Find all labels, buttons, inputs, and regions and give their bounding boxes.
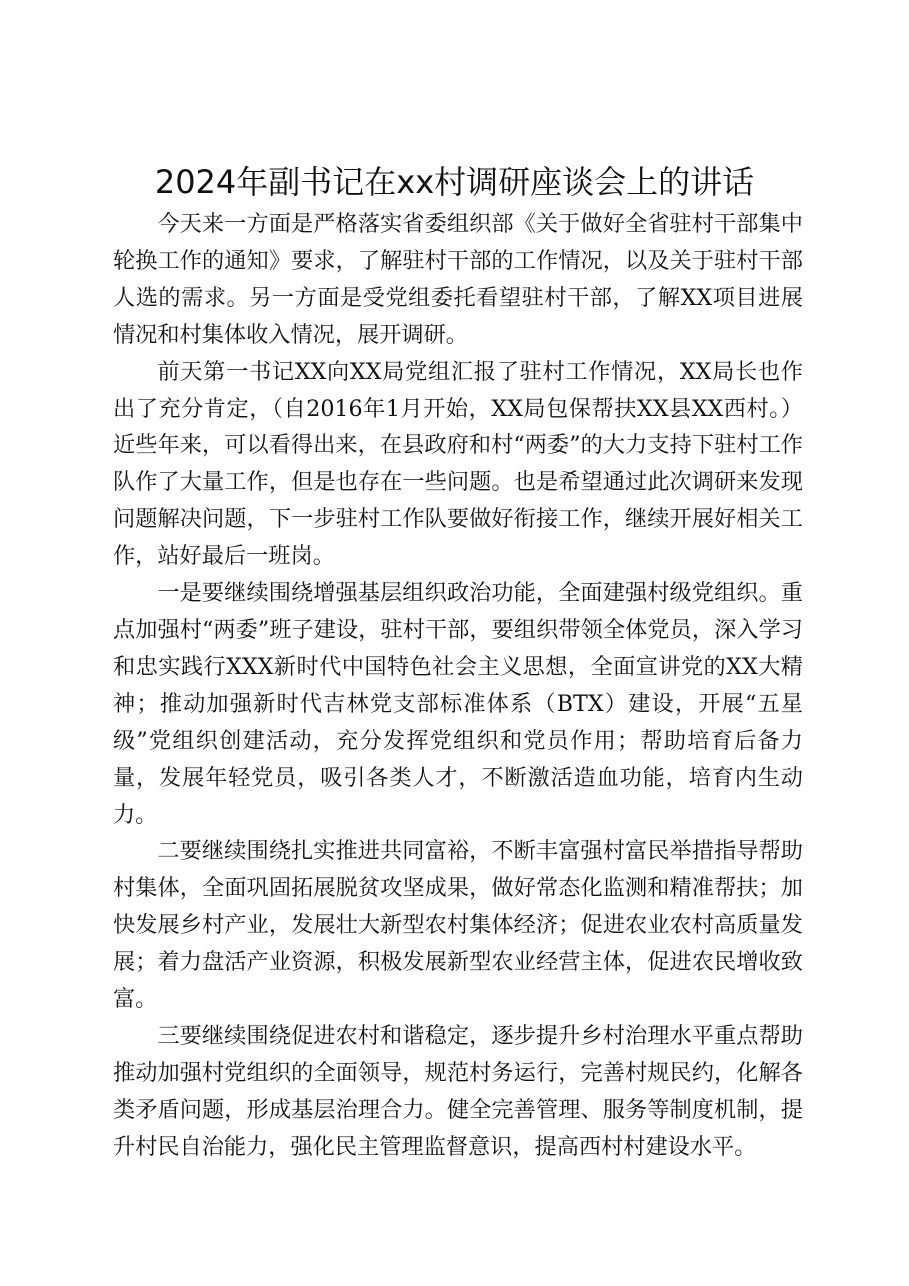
document-title: 2024年副书记在xx村调研座谈会上的讲话 <box>154 163 755 201</box>
paragraph-4: 二要继续围绕扎实推进共同富裕，不断丰富强村富民举措指导帮助村集体，全面巩固拓展脱贫攻坚成果，做好常态化监测和精准帮扶；加快发展乡村产业，发展壮大新型农村集体经济；促进农业农村高质量发展；着力盘活产业资源，积极发展新型农业经营主体，促进农民增收致富。 <box>113 838 803 1013</box>
paragraph-1: 今天来一方面是严格落实省委组织部《关于做好全省驻村干部集中轮换工作的通知》要求，了解驻村干部的工作情况，以及关于驻村干部人选的需求。另一方面是受党组委托看望驻村干部，了解XX项目进展情况和村集体收入情况，展开调研。 <box>113 211 803 348</box>
document-body <box>113 206 803 1166</box>
paragraph-2: 前天第一书记XX向XX局党组汇报了驻村工作情况，XX局长也作出了充分肯定，（自2016年1月开始，XX局包保帮扶XX县XX西村。）近些年来，可以看得出来，在县政府和村“两委”的大力支持下驻村工作队作了大量工作，但是也存在一些问题。也是希望通过此次调研来发现问题解决问题，下一步驻村工作队要做好衔接工作，继续开展好相关工作，站好最后一班岗。 <box>113 358 803 570</box>
paragraph-3: 一是要继续围绕增强基层组织政治功能，全面建强村级党组织。重点加强村“两委”班子建设，驻村干部，要组织带领全体党员，深入学习和忠实践行XXX新时代中国特色社会主义思想，全面宣讲党的XX大精神；推动加强新时代吉林党支部标准体系（BTX）建设，开展“五星级”党组织创建活动，充分发挥党组织和党员作用；帮助培育后备力量，发展年轻党员，吸引各类人才，不断激活造血功能，培育内生动力。 <box>113 580 803 828</box>
paragraph-5: 三要继续围绕促进农村和谐稳定，逐步提升乡村治理水平重点帮助推动加强村党组织的全面领导，规范村务运行，完善村规民约，化解各类矛盾问题，形成基层治理合力。健全完善管理、服务等制度机制，提升村民自治能力，强化民主管理监督意识，提高西村村建设水平。 <box>113 1022 803 1160</box>
